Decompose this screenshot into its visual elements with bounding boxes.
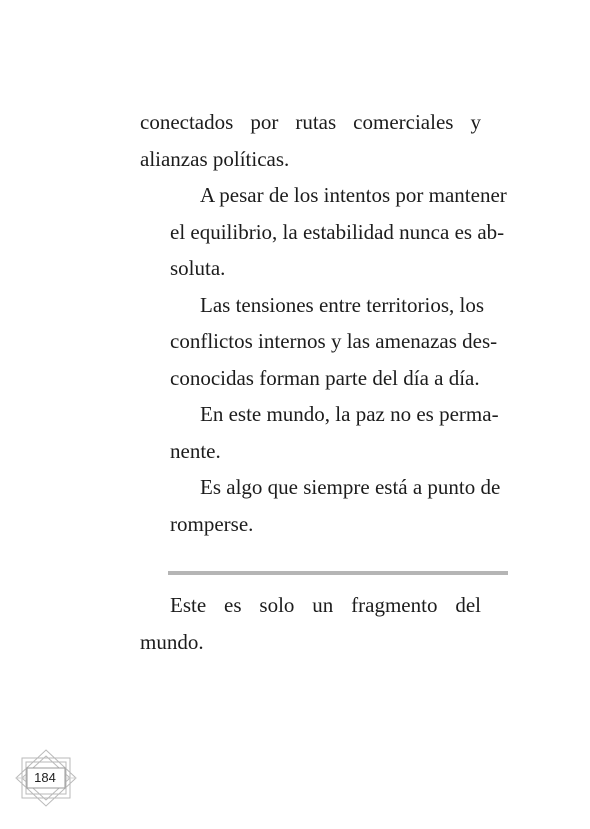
text-line: Es algo que siempre está a punto de bbox=[200, 475, 501, 499]
text-line: el equilibrio, la estabilidad nunca es ab- bbox=[170, 219, 505, 244]
paragraph bbox=[140, 177, 507, 287]
page-number: 184 bbox=[34, 770, 56, 785]
text-line: conflictos internos y las amenazas des- bbox=[170, 329, 498, 353]
text-line: conectados por rutas comerciales y bbox=[140, 110, 481, 134]
paragraph bbox=[140, 104, 481, 177]
text-line: soluta. bbox=[170, 256, 226, 280]
text-line: conocidas forman parte del día a día. bbox=[170, 365, 480, 390]
text-line: mundo. bbox=[140, 629, 204, 654]
text-line: alianzas políticas. bbox=[140, 146, 290, 171]
paragraph bbox=[140, 287, 498, 397]
text-line: A pesar de los intentos por mantener bbox=[200, 183, 507, 207]
closing-text bbox=[140, 587, 481, 660]
text-line: Este es solo un fragmento del bbox=[170, 593, 481, 617]
paragraph bbox=[140, 587, 481, 660]
section-separator bbox=[168, 571, 508, 575]
paragraph bbox=[140, 396, 499, 469]
paragraph bbox=[140, 469, 501, 542]
text-line: nente. bbox=[170, 438, 221, 463]
main-text bbox=[140, 104, 507, 542]
text-line: Las tensiones entre territorios, los bbox=[200, 292, 485, 317]
text-line: En este mundo, la paz no es perma- bbox=[200, 402, 499, 426]
text-line: romperse. bbox=[170, 511, 254, 536]
